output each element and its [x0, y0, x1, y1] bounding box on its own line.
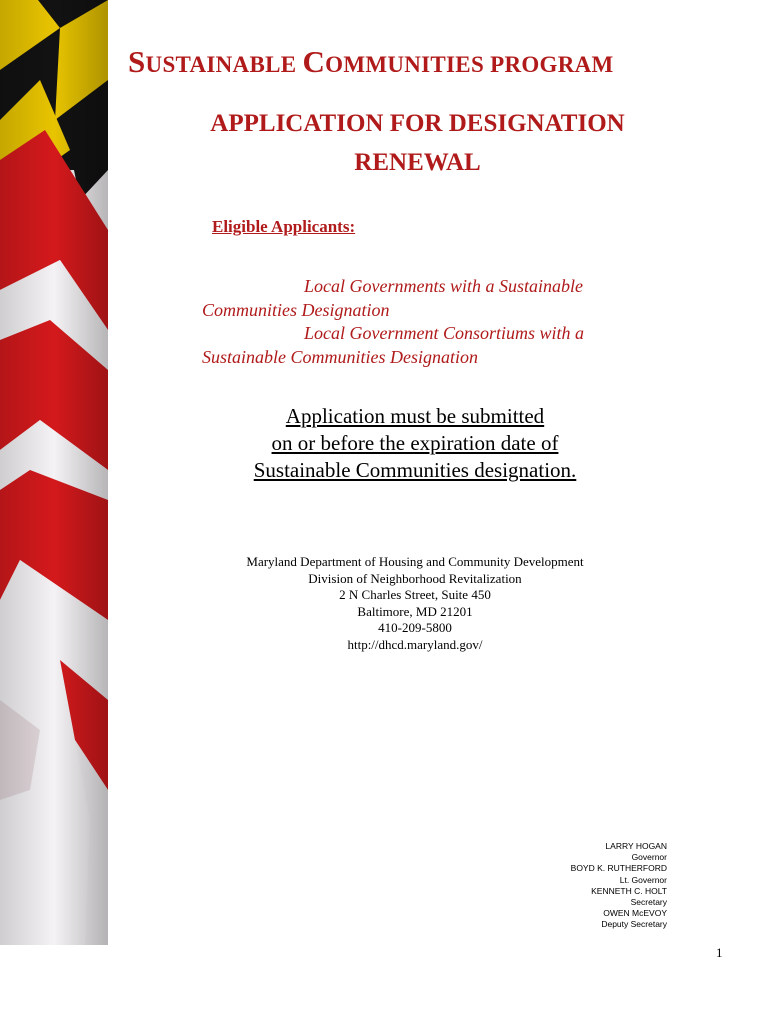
official-name: KENNETH C. HOLT	[591, 885, 667, 896]
applicant-item-consortiums: Local Government Consortiums with a Sustainable Communities Designation	[202, 323, 585, 367]
official-name: OWEN McEVOY	[603, 908, 667, 919]
agency-street: 2 N Charles Street, Suite 450	[339, 587, 491, 602]
agency-website-link[interactable]: http://dhcd.maryland.gov/	[347, 636, 483, 652]
official-title: Deputy Secretary	[601, 919, 667, 930]
subtitle-line-1: APPLICATION FOR DESIGNATION	[210, 110, 625, 137]
eligible-applicants-heading: Eligible Applicants:	[212, 217, 356, 236]
agency-division: Division of Neighborhood Revitalization	[308, 570, 522, 586]
official-name: LARRY HOGAN	[605, 841, 667, 851]
subtitle-line-2: RENEWAL	[354, 149, 481, 176]
agency-city: Baltimore, MD 21201	[357, 603, 473, 619]
title-word-sustainable: USTAINABLE	[145, 52, 297, 77]
program-title	[128, 44, 728, 80]
title-word-communities-program: OMMUNITIES PROGRAM	[325, 52, 614, 77]
official-title: Governor	[631, 852, 667, 863]
official-title: Lt. Governor	[619, 874, 667, 885]
agency-contact-block	[205, 554, 625, 653]
agency-name: Maryland Department of Housing and Community Development	[246, 554, 584, 569]
officials-list	[571, 841, 667, 931]
title-initial-c: C	[302, 44, 326, 79]
page-number: 1	[716, 945, 723, 960]
official-title: Secretary	[630, 897, 667, 908]
applicant-item-local-governments: Local Governments with a Sustainable Communities Designation	[202, 276, 583, 320]
official-name: BOYD K. RUTHERFORD	[570, 863, 667, 874]
application-subtitle	[150, 104, 685, 182]
maryland-flag-edge-icon	[0, 0, 108, 945]
eligible-applicants-list	[202, 275, 642, 369]
submission-deadline-notice	[205, 403, 625, 484]
deadline-line-3: Sustainable Communities designation.	[253, 458, 577, 482]
title-initial-s: S	[128, 44, 146, 79]
deadline-line-2: on or before the expiration date of	[271, 431, 559, 455]
agency-phone: 410-209-5800	[378, 620, 452, 635]
deadline-line-1: Application must be submitted	[285, 404, 545, 428]
